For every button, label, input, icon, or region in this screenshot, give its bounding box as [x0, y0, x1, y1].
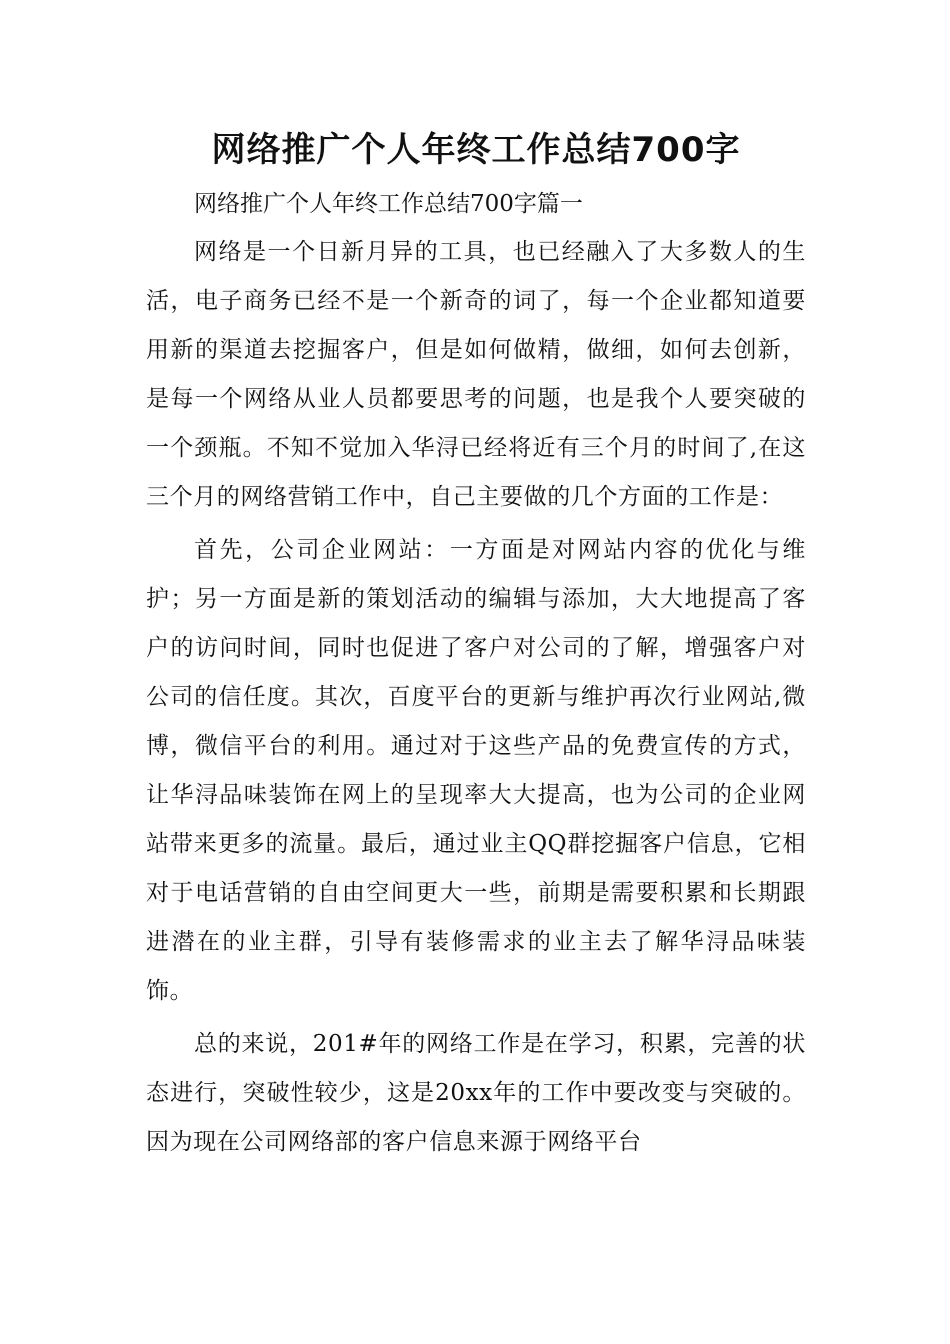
document-page [146, 120, 806, 1171]
document-subtitle: 网络推广个人年终工作总结700字篇一 [194, 191, 583, 217]
paragraph-3: 总的来说，201#年的网络工作是在学习，积累，完善的状态进行，突破性较少，这是20xx年的工作中要改变与突破的。因为现在公司网络部的客户信息来源于网络平台 [146, 1031, 806, 1155]
paragraph-1: 网络是一个日新月异的工具，也已经融入了大多数人的生活，电子商务已经不是一个新奇的词了，每一个企业都知道要用新的渠道去挖掘客户，但是如何做精，做细，如何去创新，是每一个网络从业人员都要思考的问题，也是我个人要突破的一个颈瓶。不知不觉加入华浔已经将近有三个月的时间了,在这三个月的网络营销工作中，自己主要做的几个方面的工作是： [146, 239, 806, 510]
paragraph-2: 首先，公司企业网站：一方面是对网站内容的优化与维护；另一方面是新的策划活动的编辑与添加，大大地提高了客户的访问时间，同时也促进了客户对公司的了解，增强客户对公司的信任度。其次，百度平台的更新与维护再次行业网站,微博，微信平台的利用。通过对于这些产品的免费宣传的方式，让华浔品味装饰在网上的呈现率大大提高，也为公司的企业网站带来更多的流量。最后，通过业主QQ群挖掘客户信息，它相对于电话营销的自由空间更大一些，前期是需要积累和长期跟进潜在的业主群，引导有装修需求的业主去了解华浔品味装饰。 [146, 537, 806, 1004]
document-title: 网络推广个人年终工作总结700字 [211, 130, 741, 170]
